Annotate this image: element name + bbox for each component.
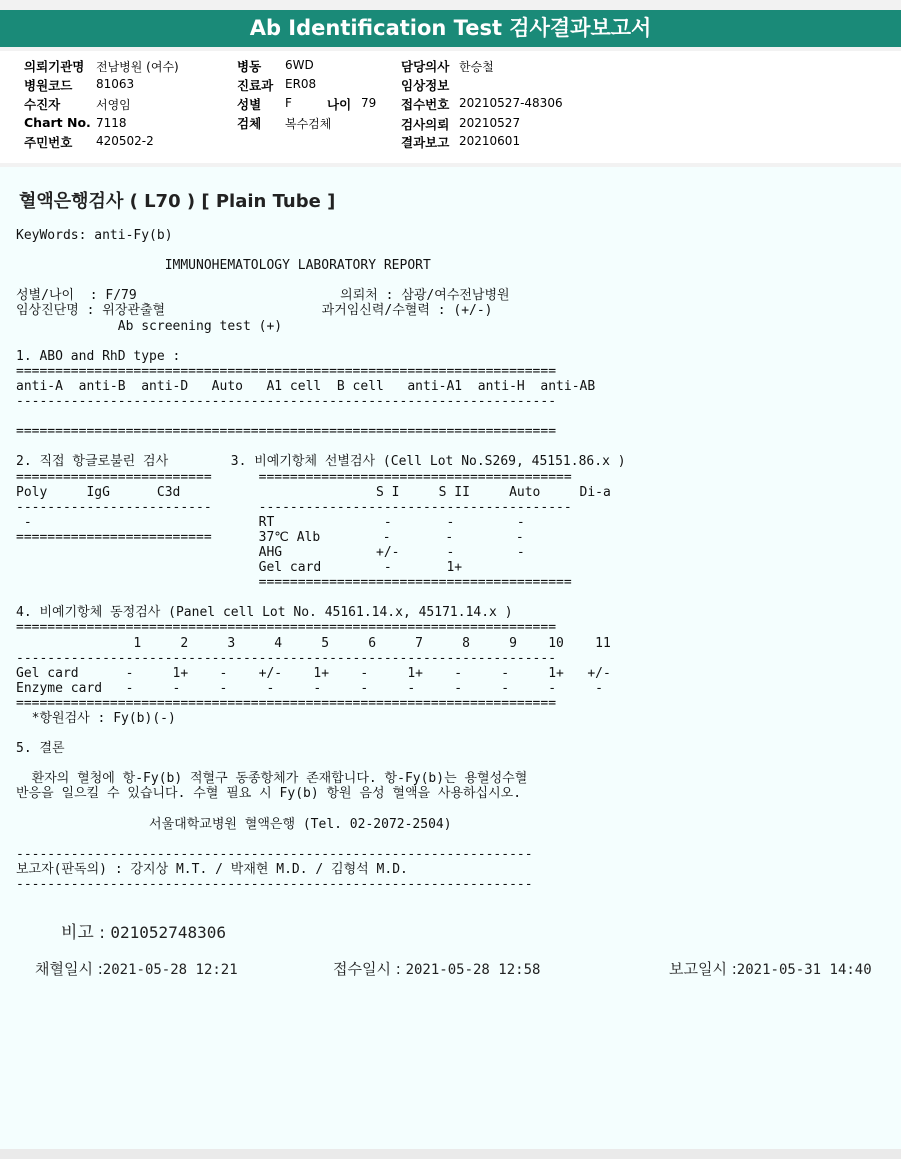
chart-no-value: 7118: [96, 116, 127, 130]
report-value: 2021-05-31 14:40: [736, 962, 872, 978]
report-line: [16, 590, 626, 605]
report-line: AHG +/- - -: [16, 544, 525, 560]
section-title: 혈액은행검사 ( L70 ) [ Plain Tube ]: [19, 191, 336, 212]
report-line: *항원검사 : Fy(b)(-): [16, 711, 176, 726]
report-line: 5. 결론: [16, 741, 65, 757]
patient-name-value: 서영임: [96, 98, 131, 112]
specimen-value: 복수검체: [285, 117, 332, 131]
report-line: [16, 726, 626, 741]
sex-value: F: [285, 96, 292, 110]
institution-value: 전남병원 (여수): [96, 60, 179, 74]
report-label: 보고일시 :: [669, 960, 737, 978]
receipt-value: 2021-05-28 12:58: [405, 962, 541, 978]
report-line: 임상진단명 : 위장관출혈 과거임신력/수혈력 : (+/-): [16, 303, 493, 319]
ward-label: 병동: [237, 59, 262, 74]
report-line: IMMUNOHEMATOLOGY LABORATORY REPORT: [16, 258, 431, 274]
report-line: =====================================================================: [16, 424, 557, 440]
chart-no-label: Chart No.: [24, 115, 91, 130]
hospital-code-value: 81063: [96, 77, 135, 91]
report-line: Gel card - 1+: [16, 560, 463, 576]
resident-no-label: 주민번호: [24, 135, 73, 150]
receipt-no-value: 20210527-48306: [459, 96, 563, 110]
remark-label: 비고 :: [61, 923, 111, 943]
collection-label: 채혈일시 :: [35, 960, 103, 978]
collection-datetime: [35, 958, 238, 979]
report-line: =====================================================================: [16, 620, 557, 636]
report-line: ------------------------------------------------------------------: [16, 846, 533, 862]
request-date-label: 검사의뢰: [401, 117, 450, 132]
report-datetime: [669, 958, 872, 979]
report-line: [16, 832, 626, 847]
report-line: anti-A anti-B anti-D Auto A1 cell B cell anti-A1 anti-H anti-AB: [16, 378, 596, 394]
report-line: [16, 273, 626, 288]
department-value: ER08: [285, 77, 317, 91]
patient-info-header: [0, 51, 901, 163]
report-line: 환자의 혈청에 항-Fy(b) 적혈구 동종항체가 존재합니다. 항-Fy(b)는 용혈성수혈: [16, 771, 528, 787]
lab-report-text: [16, 228, 626, 892]
bottom-strip: [0, 1149, 901, 1159]
report-line: ---------------------------------------------------------------------: [16, 650, 557, 666]
report-line: 서울대학교병원 혈액은행 (Tel. 02-2072-2504): [16, 816, 452, 832]
report-banner-title: Ab Identification Test 검사결과보고서: [0, 10, 901, 47]
report-line: ------------------------- ----------------------------------------: [16, 499, 572, 515]
receipt-no-label: 접수번호: [401, 97, 450, 112]
report-line: Gel card - 1+ - +/- 1+ - 1+ - - 1+ +/-: [16, 665, 611, 681]
report-date-value: 20210601: [459, 134, 521, 148]
receipt-label: 접수일시 :: [333, 960, 406, 978]
report-line: =====================================================================: [16, 695, 557, 711]
institution-label: 의뢰기관명: [24, 59, 85, 74]
hospital-code-label: 병원코드: [24, 78, 73, 93]
report-date-label: 결과보고: [401, 135, 450, 150]
specimen-label: 검체: [237, 116, 262, 131]
request-date-value: 20210527: [459, 116, 521, 130]
report-line: Ab screening test (+): [16, 318, 283, 334]
remark-value: 021052748306: [110, 923, 226, 942]
report-line: Enzyme card - - - - - - - - - - -: [16, 680, 603, 696]
report-line: Poly IgG C3d S I S II Auto Di-a: [16, 484, 611, 500]
report-line: =====================================================================: [16, 363, 557, 379]
doctor-value: 한승철: [459, 60, 494, 74]
department-label: 진료과: [237, 78, 274, 93]
doctor-label: 담당의사: [401, 59, 450, 74]
report-line: ------------------------------------------------------------------: [16, 877, 533, 893]
report-line: 반응을 일으킬 수 있습니다. 수혈 필요 시 Fy(b) 항원 음성 혈액을 사용하십시오.: [16, 786, 522, 802]
report-line: 성별/나이 : F/79 의뢰처 : 삼광/여수전남병원: [16, 288, 510, 304]
report-line: 보고자(판독의) : 강지상 M.T. / 박재현 M.D. / 김형석 M.D.: [16, 861, 408, 877]
report-line: [16, 756, 626, 771]
resident-no-value: 420502-2: [96, 134, 154, 148]
report-line: [16, 334, 626, 349]
report-line: ========================= ========================================: [16, 469, 572, 485]
report-line: [16, 802, 626, 817]
report-line: [16, 439, 626, 454]
report-line: KeyWords: anti-Fy(b): [16, 228, 173, 243]
report-line: ========================= 37℃ Alb - - -: [16, 529, 524, 545]
report-line: 4. 비예기항체 동정검사 (Panel cell Lot No. 45161.14.x, 45171.14.x ): [16, 605, 513, 621]
report-line: - RT - - -: [16, 514, 525, 530]
report-line: 1 2 3 4 5 6 7 8 9 10 11: [16, 635, 611, 651]
report-line: [16, 243, 626, 258]
sex-label: 성별: [237, 97, 262, 112]
age-label: 나이: [327, 97, 352, 112]
collection-value: 2021-05-28 12:21: [102, 962, 238, 978]
ward-value: 6WD: [285, 58, 314, 72]
clinical-info-label: 임상정보: [401, 78, 450, 93]
patient-name-label: 수진자: [24, 97, 61, 112]
report-line: 2. 직접 항글로불린 검사 3. 비예기항체 선별검사 (Cell Lot No.S269, 45151.86.x ): [16, 454, 626, 470]
remark: [61, 918, 226, 943]
age-value: 79: [361, 96, 377, 110]
receipt-datetime: [333, 958, 540, 979]
report-line: ========================================: [16, 575, 572, 591]
report-line: 1. ABO and RhD type :: [16, 348, 181, 364]
report-line: ---------------------------------------------------------------------: [16, 394, 557, 410]
report-line: [16, 409, 626, 424]
